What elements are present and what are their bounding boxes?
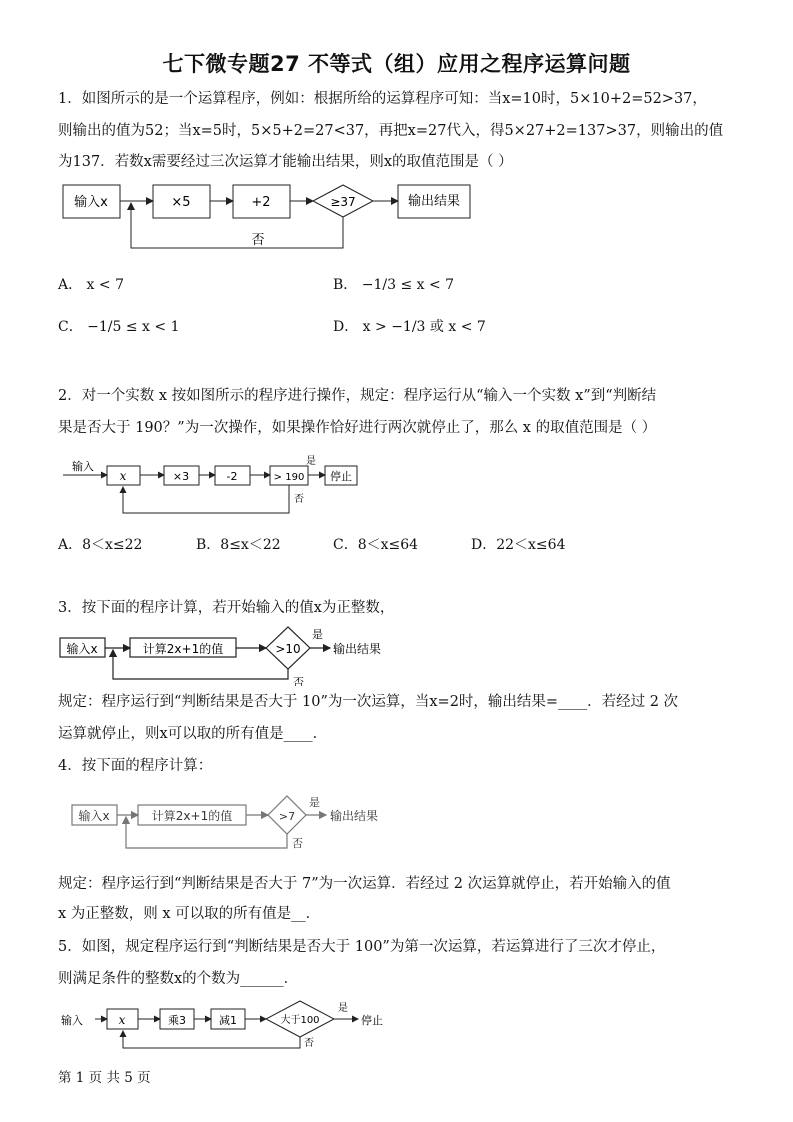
q5-flowchart xyxy=(58,998,398,1056)
q3-calc-label: 计算2x+1的值 xyxy=(142,642,224,656)
q1-option-c: C． −1/5 ≤ x < 1 xyxy=(58,319,180,335)
q1-line-2: 则输出的值为52；当x=5时，5×5+2=27<37，再把x=27代入，得5×27+2=137>37，则输出的值 xyxy=(58,123,724,139)
q2-line-1: 2．对一个实数 x 按如图所示的程序进行操作，规定：程序运行从“输入一个实数 x”到“判断结 xyxy=(58,388,657,404)
q2-option-b: B．8≤x＜22 xyxy=(196,537,281,553)
q2-option-c: C．8＜x≤64 xyxy=(333,537,419,553)
page-footer: 第 1 页 共 5 页 xyxy=(58,1070,151,1086)
q4-cond-label: >7 xyxy=(278,810,296,823)
q1-input-label: 输入x xyxy=(74,195,108,210)
q2-line-2: 果是否大于 190？”为一次操作，如果操作恰好进行两次就停止了，那么 x 的取值范围是（ ） xyxy=(58,420,657,436)
q4-output-label: 输出结果 xyxy=(330,809,379,823)
q2-input-label: 输入 xyxy=(72,460,94,473)
q3-line-1: 3．按下面的程序计算，若开始输入的值x为正整数， xyxy=(58,600,395,616)
q1-option-b: B． −1/3 ≤ x < 7 xyxy=(333,277,455,293)
q1-op2-label: +2 xyxy=(251,195,271,210)
q4-line-1: 4．按下面的程序计算： xyxy=(58,758,213,774)
q4-line-3: x 为正整数，则 x 可以取的所有值是__． xyxy=(58,906,321,922)
q5-no-label: 否 xyxy=(304,1038,314,1049)
q3-no-label: 否 xyxy=(293,676,304,686)
q1-option-d: D． x > −1/3 或 x < 7 xyxy=(333,319,486,335)
q1-flowchart xyxy=(58,180,478,255)
q1-line-1: 1．如图所示的是一个运算程序，例如：根据所给的运算程序可知：当x=10时，5×10+2=52>37， xyxy=(58,91,707,107)
q4-input-label: 输入x xyxy=(78,809,110,823)
q2-stop-label: 停止 xyxy=(330,470,352,483)
q2-op2-label: -2 xyxy=(226,470,238,483)
q1-output-label: 输出结果 xyxy=(407,194,461,209)
q2-x-label: x xyxy=(119,469,127,483)
q5-line-1: 5．如图，规定程序运行到“判断结果是否大于 100”为第一次运算，若运算进行了三次才停止， xyxy=(58,939,666,955)
q5-line-2: 则满足条件的整数x的个数为______． xyxy=(58,971,299,987)
q5-cond-label: 大于100 xyxy=(280,1015,320,1026)
q2-cond-label: > 190 xyxy=(273,472,305,483)
q3-flowchart xyxy=(58,624,398,686)
q5-stop-label: 停止 xyxy=(361,1014,383,1027)
q2-yes-label: 是 xyxy=(306,456,316,467)
q2-no-label: 否 xyxy=(294,494,304,505)
q1-no-label: 否 xyxy=(251,233,265,248)
q3-input-label: 输入x xyxy=(66,642,98,656)
q4-no-label: 否 xyxy=(292,837,303,850)
q4-yes-label: 是 xyxy=(309,796,320,809)
q2-option-a: A．8＜x≤22 xyxy=(58,537,143,553)
q1-line-3: 为137．若数x需要经过三次运算才能输出结果，则x的取值范围是（ ） xyxy=(58,154,513,170)
q2-flowchart xyxy=(58,453,368,519)
q5-input-label: 输入 xyxy=(61,1014,83,1027)
q3-line-2: 规定：程序运行到“判断结果是否大于 10”为一次运算，当x=2时，输出结果=____．若经过 2 次 xyxy=(58,694,679,710)
q3-cond-label: >10 xyxy=(275,642,301,656)
q3-output-label: 输出结果 xyxy=(333,642,382,656)
q5-op1-label: 乘3 xyxy=(168,1014,186,1027)
q4-calc-label: 计算2x+1的值 xyxy=(151,809,233,823)
q5-yes-label: 是 xyxy=(338,1003,348,1014)
q2-op1-label: ×3 xyxy=(172,470,190,483)
q4-line-2: 规定：程序运行到“判断结果是否大于 7”为一次运算．若经过 2 次运算就停止，若开始输入的值 xyxy=(58,876,671,892)
q3-yes-label: 是 xyxy=(312,628,323,641)
q3-line-3: 运算就停止，则x可以取的所有值是____． xyxy=(58,726,328,742)
page-title: 七下微专题27 不等式（组）应用之程序运算问题 xyxy=(162,52,631,76)
q5-op2-label: 减1 xyxy=(219,1014,237,1027)
q4-flowchart xyxy=(68,793,398,855)
q2-option-d: D．22＜x≤64 xyxy=(471,537,566,553)
q1-option-a: A． x < 7 xyxy=(58,277,124,293)
q1-op1-label: ×5 xyxy=(171,195,191,210)
q1-cond-label: ≥37 xyxy=(330,195,356,209)
q5-x-label: x xyxy=(118,1013,126,1027)
